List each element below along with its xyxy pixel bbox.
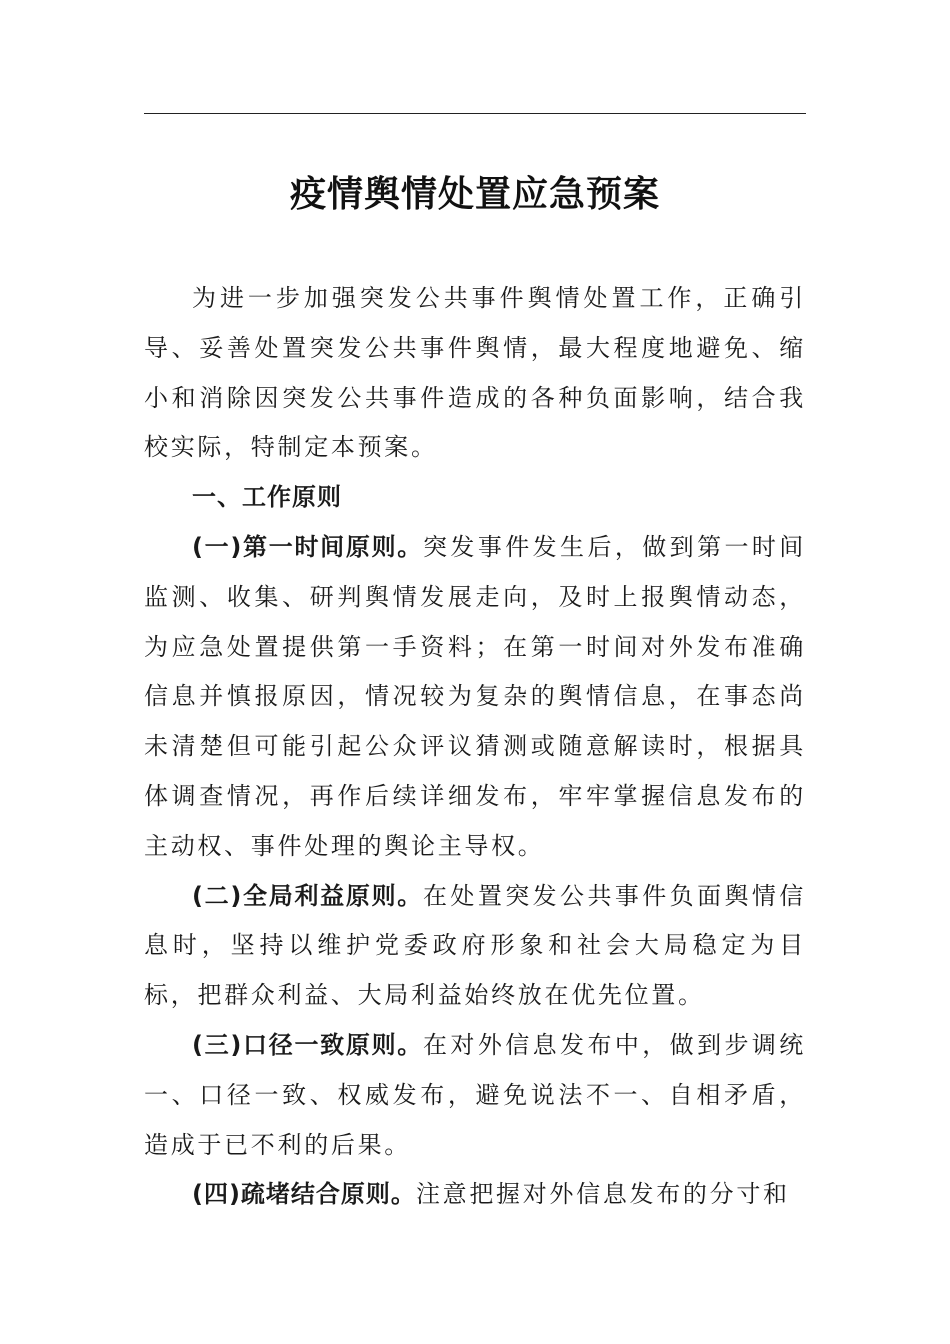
- document-body: [144, 274, 806, 1220]
- principle-text-3: 在对外信息发布中，做到步调统一、口径一致、权威发布，避免说法不一、自相矛盾，造成于已不利的后果。: [144, 1030, 806, 1159]
- principle-paragraph-4: [144, 1170, 806, 1220]
- principle-paragraph-2: [144, 872, 806, 1021]
- principle-text-1: 突发事件发生后，做到第一时间监测、收集、研判舆情发展走向，及时上报舆情动态，为应急处置提供第一手资料；在第一时间对外发布准确信息并慎报原因，情况较为复杂的舆情信息，在事态尚未清楚但可能引起公众评议猜测或随意解读时，根据具体调查情况，再作后续详细发布，牢牢掌握信息发布的主动权、事件处理的舆论主导权。: [144, 532, 806, 860]
- principle-text-2: 在处置突发公共事件负面舆情信息时，坚持以维护党委政府形象和社会大局稳定为目标，把群众利益、大局利益始终放在优先位置。: [144, 881, 806, 1010]
- header-rule: [144, 113, 806, 114]
- principle-lead-1: (一)第一时间原则。: [192, 532, 424, 561]
- principle-lead-3: (三)口径一致原则。: [192, 1030, 424, 1059]
- principle-paragraph-1: [144, 523, 806, 872]
- section-heading-work-principles: 一、工作原则: [192, 483, 342, 512]
- principle-paragraph-3: [144, 1021, 806, 1170]
- document-title: 疫情舆情处置应急预案: [289, 173, 660, 215]
- principle-lead-4: (四)疏堵结合原则。: [192, 1180, 416, 1209]
- principle-lead-2: (二)全局利益原则。: [192, 881, 424, 910]
- principle-text-4: 注意把握对外信息发布的分寸和: [415, 1180, 790, 1209]
- intro-paragraph: 为进一步加强突发公共事件舆情处置工作，正确引导、妥善处置突发公共事件舆情，最大程度地避免、缩小和消除因突发公共事件造成的各种负面影响，结合我校实际，特制定本预案。: [144, 284, 806, 462]
